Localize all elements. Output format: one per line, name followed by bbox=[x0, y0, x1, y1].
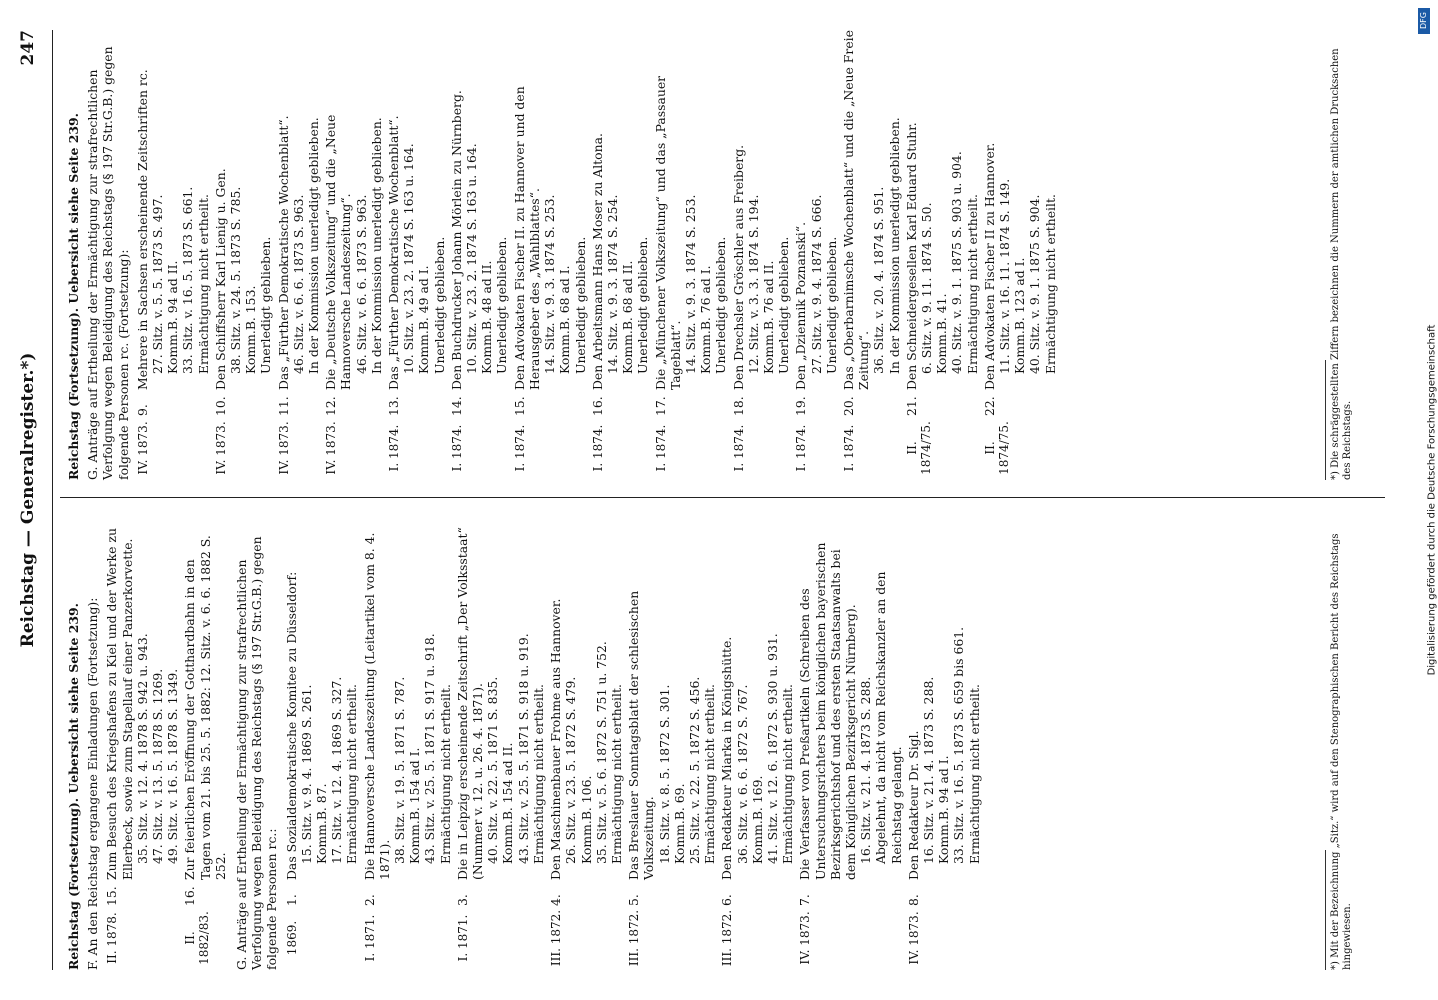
entry-body bbox=[182, 520, 228, 880]
entry-line: 40. Sitz. v. 22. 5. 1871 S. 835. bbox=[485, 676, 501, 864]
entry-line: In der Kommission unerledigt geblieben. bbox=[886, 117, 902, 374]
entry-body bbox=[590, 30, 651, 390]
entry-line: 36. Sitz. v. 6. 6. 1872 S. 767. bbox=[734, 684, 750, 864]
entry-period: IV. 1873. bbox=[276, 421, 291, 475]
entry-line: Ermächtigung nicht ertheilt. bbox=[780, 684, 796, 864]
register-entry bbox=[284, 520, 360, 970]
digitization-sidebar bbox=[1416, 0, 1438, 1000]
entry-line: Den Redakteur Dr. Sigl. bbox=[905, 730, 921, 880]
entry-body bbox=[548, 520, 624, 880]
entry-body bbox=[793, 30, 839, 390]
register-entry bbox=[455, 520, 546, 970]
entry-line: Unerledigt geblieben. bbox=[572, 236, 588, 374]
entry-line: 36. Sitz. v. 20. 4. 1874 S. 951. bbox=[871, 186, 887, 374]
entry-period: I. 1874. bbox=[731, 424, 746, 472]
entry-period: IV. 1873. bbox=[324, 421, 339, 475]
register-entry bbox=[731, 30, 792, 480]
right-footnote-text: *) Die schräggestellten Ziffern bezeichnen die Nummern der amtlichen Drucksachen des Reichstags. bbox=[1330, 48, 1353, 480]
entry-line: 15. Sitz. v. 9. 4. 1869 S. 261. bbox=[298, 684, 314, 864]
entry-number: 19. bbox=[793, 396, 809, 416]
entry-line: In der Kommission unerledigt geblieben. bbox=[368, 117, 384, 374]
entry-body bbox=[386, 30, 447, 390]
right-column bbox=[66, 30, 1060, 480]
entry-number: 13. bbox=[386, 396, 402, 416]
right-section-g: G. Anträge auf Ertheilung der Ermächtigung zur strafrechtlichen Verfolgung wegen Beleidigung des Reichstags (§ 197 Str.G.B.) gegen folgende Personen rc. (Fortsetzung): bbox=[85, 46, 131, 480]
entry-number: 3. bbox=[454, 894, 470, 906]
entry-line: Ermächtigung nicht ertheilt. bbox=[344, 684, 360, 864]
entry-line: 43. Sitz. v. 25. 5. 1871 S. 917 u. 918. bbox=[422, 633, 438, 864]
entry-period: III. 1872. bbox=[549, 909, 564, 967]
entry-number: 11. bbox=[275, 396, 291, 416]
entry-line: Komm.B. 68 ad I. bbox=[557, 265, 573, 374]
entry-body bbox=[284, 520, 360, 880]
page-number: 247 bbox=[18, 30, 38, 66]
entry-line: Mehrere in Sachsen erscheinende Zeitschriften rc. bbox=[134, 69, 150, 390]
entry-line: Komm.B. 41. bbox=[934, 293, 950, 374]
entry-line: Komm.B. 48 ad II. bbox=[479, 260, 495, 374]
entry-body bbox=[719, 520, 795, 880]
entry-body bbox=[135, 30, 211, 390]
entry-body bbox=[323, 30, 384, 390]
entry-number: 8. bbox=[905, 894, 921, 906]
register-entry bbox=[104, 520, 180, 970]
footnote-rule bbox=[1325, 360, 1326, 480]
entry-line: Das „Fürther Demokratische Wochenblatt“. bbox=[275, 115, 291, 390]
entry-number: 22. bbox=[981, 396, 997, 416]
entry-line: 41. Sitz. v. 12. 6. 1872 S. 930 u. 931. bbox=[764, 633, 780, 864]
entry-number: 9. bbox=[134, 404, 150, 416]
entry-line: 35. Sitz. v. 12. 4. 1878 S. 942 u. 943. bbox=[134, 633, 150, 864]
entry-body bbox=[841, 30, 902, 390]
register-entry bbox=[841, 30, 902, 480]
entry-line: Unerledigt geblieben. bbox=[823, 236, 839, 374]
entry-number: 18. bbox=[730, 396, 746, 416]
entry-line: 43. Sitz. v. 25. 5. 1871 S. 918 u. 919. bbox=[515, 633, 531, 864]
register-entry bbox=[386, 30, 447, 480]
entry-body bbox=[276, 30, 322, 390]
entry-number: 5. bbox=[626, 894, 642, 906]
entry-line: Ermächtigung nicht ertheilt. bbox=[966, 684, 982, 864]
entry-line: Unerledigt geblieben. bbox=[635, 236, 651, 374]
entry-line: Komm.B. 153. bbox=[243, 285, 259, 374]
register-entry bbox=[276, 30, 322, 480]
right-entries bbox=[135, 30, 1058, 480]
entry-body bbox=[904, 30, 980, 390]
entry-body bbox=[626, 520, 717, 880]
left-f-entries bbox=[104, 520, 228, 970]
entry-line: Komm.B. 154 ad I. bbox=[407, 747, 423, 864]
entry-period: I. 1874. bbox=[841, 424, 856, 472]
entry-line: Den Schiffsherr Karl Lienig u. Gen. bbox=[212, 168, 228, 390]
entry-line: Den Buchdrucker Johann Mörlein zu Nürnberg. bbox=[448, 90, 464, 390]
entry-line: 6. Sitz. v. 9. 11. 1874 S. 50. bbox=[918, 202, 934, 374]
entry-period: II. 1874/75. bbox=[904, 421, 933, 475]
entry-period: I. 1874. bbox=[794, 424, 809, 472]
register-entry bbox=[626, 520, 717, 970]
entry-body bbox=[449, 30, 510, 390]
entry-period: I. 1874. bbox=[512, 424, 527, 472]
entry-period: II. 1878. bbox=[105, 912, 120, 964]
entry-body bbox=[982, 30, 1058, 390]
register-entry bbox=[182, 520, 228, 970]
entry-line: 38. Sitz. v. 19. 5. 1871 S. 787. bbox=[392, 676, 408, 864]
entry-line: Den Maschinenbauer Frohme aus Hannover. bbox=[548, 598, 564, 880]
entry-number: 7. bbox=[797, 894, 813, 906]
left-footnote-text: *) Mit der Bezeichnung „Sitz.“ wird auf den Stenographischen Bericht des Reichstags hingewiesen. bbox=[1330, 533, 1353, 970]
register-entry bbox=[590, 30, 651, 480]
entry-line: 11. Sitz. v. 16. 11. 1874 S. 149. bbox=[996, 178, 1012, 374]
register-entry bbox=[793, 30, 839, 480]
entry-period: I. 1874. bbox=[449, 424, 464, 472]
entry-period: I. 1874. bbox=[590, 424, 605, 472]
entry-line: 47. Sitz. v. 13. 5. 1878 S. 1269. bbox=[150, 668, 166, 864]
entry-line: Komm.B. 69. bbox=[671, 783, 687, 864]
entry-line: Komm.B. 94 ad I. bbox=[936, 755, 952, 864]
entry-line: 10. Sitz. v. 23. 2. 1874 S. 163 u. 164. bbox=[464, 143, 480, 374]
entry-line: 26. Sitz. v. 23. 5. 1872 S. 479. bbox=[563, 676, 579, 864]
entry-line: 35. Sitz. v. 5. 6. 1872 S. 751 u. 752. bbox=[593, 641, 609, 864]
left-section-g: G. Anträge auf Ertheilung der Ermächtigung zur strafrechtlichen Verfolgung wegen Beleidigung des Reichstags (§ 197 Str.G.B.) gegen folgende Personen rc.: bbox=[234, 536, 280, 970]
entry-line: Den „Dziennik Poznanski“. bbox=[793, 221, 809, 390]
entry-line: 17. Sitz. v. 12. 4. 1869 S. 327. bbox=[329, 676, 345, 864]
entry-number: 21. bbox=[903, 396, 919, 416]
entry-period: IV. 1873. bbox=[798, 911, 813, 965]
entry-body bbox=[455, 520, 546, 880]
entry-body bbox=[213, 30, 274, 390]
left-g-entries bbox=[284, 520, 982, 970]
entry-line: Komm.B. 76 ad I. bbox=[698, 265, 714, 374]
entry-line: 27. Sitz. v. 5. 5. 1873 S. 497. bbox=[150, 194, 166, 374]
entry-line: 33. Sitz. v. 16. 5. 1873 S. 661. bbox=[180, 186, 196, 374]
footnote-rule bbox=[1325, 850, 1326, 970]
digitization-credit: Digitalisierung gefördert durch die Deutsche Forschungsgemeinschaft bbox=[1426, 324, 1438, 676]
entry-line: Zur feierlichen Eröffnung der Gotthardbahn in den Tagen vom 21. bis 25. 5. 1882: 12. Sitz. v. 6. 6. 1882 S. 252. bbox=[182, 535, 228, 880]
entry-line: 46. Sitz. v. 6. 6. 1873 S. 963. bbox=[353, 194, 369, 374]
entry-line: Die Hannoversche Landeszeitung (Leitartikel vom 8. 4. 1871). bbox=[361, 532, 392, 880]
register-entry bbox=[449, 30, 510, 480]
entry-number: 6. bbox=[719, 894, 735, 906]
entry-line: 10. Sitz. v. 23. 2. 1874 S. 163 u. 164. bbox=[401, 143, 417, 374]
entry-line: Komm.B. 68 ad II. bbox=[620, 260, 636, 374]
entry-line: Ermächtigung nicht ertheilt. bbox=[964, 194, 980, 374]
register-entry bbox=[906, 520, 982, 970]
entry-body bbox=[104, 520, 180, 880]
entry-period: III. 1872. bbox=[720, 909, 735, 967]
entry-body bbox=[731, 30, 792, 390]
entry-line: Das „Oberbarnimsche Wochenblatt“ und die „Neue Freie Zeitung“. bbox=[840, 30, 872, 390]
entry-line: Ermächtigung nicht ertheilt. bbox=[437, 684, 453, 864]
entry-line: Ermächtigung nicht ertheilt. bbox=[195, 194, 211, 374]
entry-number: 2. bbox=[361, 894, 377, 906]
entry-line: Das „Fürther Demokratische Wochenblatt“. bbox=[386, 115, 402, 390]
entry-line: Die „Münchener Volkszeitung“ und das „Passauer Tageblatt“. bbox=[652, 75, 683, 390]
right-footnote bbox=[1325, 40, 1354, 480]
register-entry bbox=[653, 30, 729, 480]
entry-line: Unerledigt geblieben. bbox=[494, 236, 510, 374]
entry-number: 10. bbox=[212, 396, 228, 416]
entry-line: Unerledigt geblieben. bbox=[776, 236, 792, 374]
entry-line: 12. Sitz. v. 3. 3. 1874 S. 194. bbox=[745, 194, 761, 374]
left-column bbox=[66, 520, 984, 970]
register-entry bbox=[512, 30, 588, 480]
entry-line: Komm.B. 106. bbox=[578, 775, 594, 864]
entry-line: Das Sozialdemokratische Komitee zu Düsseldorf: bbox=[283, 571, 299, 880]
entry-line: Komm.B. 169. bbox=[749, 775, 765, 864]
page-title: Reichstag — Generalregister.*) bbox=[18, 352, 38, 648]
left-footnote bbox=[1325, 530, 1354, 970]
entry-number: 14. bbox=[448, 396, 464, 416]
entry-number: 1. bbox=[283, 894, 299, 906]
entry-line: 14. Sitz. v. 9. 3. 1874 S. 253. bbox=[542, 194, 558, 374]
register-entry bbox=[135, 30, 211, 480]
column-divider bbox=[60, 497, 1385, 498]
entry-line: Die Verfasser von Preßartikeln (Schreiben des Untersuchungsrichters beim königlichen bayerischen Bezirksgerichtshof und des ersten Staatsanwalts bei dem Königlichen Bezirksgericht Nürnberg). bbox=[797, 542, 858, 880]
entry-line: 16. Sitz. v. 21. 4. 1873 S. 288. bbox=[858, 676, 874, 864]
header-rule bbox=[52, 30, 53, 970]
register-entry bbox=[362, 520, 453, 970]
entry-line: 33. Sitz. v. 16. 5. 1873 S. 659 bis 661. bbox=[951, 626, 967, 864]
entry-line: In der Kommission unerledigt geblieben. bbox=[306, 117, 322, 374]
entry-line: Den Advokaten Fischer II. zu Hannover und den Herausgeber des „Wahlblattes“. bbox=[511, 86, 542, 390]
register-entry bbox=[213, 30, 274, 480]
entry-line: Unerledigt geblieben. bbox=[258, 236, 274, 374]
entry-line: Den Advokaten Fischer II zu Hannover. bbox=[981, 142, 997, 390]
entry-line: 14. Sitz. v. 9. 3. 1874 S. 253. bbox=[682, 194, 698, 374]
entry-period: III. 1872. bbox=[627, 909, 642, 967]
entry-line: Das Breslauer Sonntagsblatt der schlesischen Volkszeitung. bbox=[626, 590, 657, 880]
register-entry bbox=[797, 520, 903, 970]
register-entry bbox=[904, 30, 980, 480]
entry-body bbox=[906, 520, 982, 880]
register-entry bbox=[719, 520, 795, 970]
entry-line: Komm.B. 49 ad I. bbox=[416, 265, 432, 374]
entry-line: Unerledigt geblieben. bbox=[713, 236, 729, 374]
entry-period: II. 1874/75. bbox=[982, 421, 1011, 475]
entry-period: I. 1874. bbox=[653, 424, 668, 472]
entry-line: 40. Sitz. v. 9. 1. 1875 S. 904. bbox=[1027, 194, 1043, 374]
left-heading: Reichstag (Fortsetzung). Uebersicht siehe Seite 239. bbox=[66, 603, 81, 970]
entry-number: 16. bbox=[589, 396, 605, 416]
entry-number: 12. bbox=[323, 396, 339, 416]
entry-line: Den Redakteur Miarka in Königshütte. bbox=[719, 636, 735, 880]
entry-line: Den Arbeitsmann Hans Moser zu Altona. bbox=[589, 133, 605, 390]
entry-line: Die „Deutsche Volkszeitung“ und die „Neue Hannoversche Landeszeitung“. bbox=[323, 114, 354, 390]
dfg-logo: DFG bbox=[1418, 8, 1430, 34]
entry-line: Ermächtigung nicht ertheilt. bbox=[702, 684, 718, 864]
entry-line: Die in Leipzig erscheinende Zeitschrift „Der Volksstaat“ (Nummer v. 12. u. 26. 4. 1871). bbox=[454, 527, 486, 880]
entry-line: Den Schneidergesellen Karl Eduard Stuhr. bbox=[903, 122, 919, 390]
entry-period: IV. 1873. bbox=[213, 421, 228, 475]
entry-line: Den Drechsler Gröschler aus Freiberg. bbox=[730, 144, 746, 390]
entry-period: I. 1871. bbox=[362, 914, 377, 962]
entry-line: Ermächtigung nicht ertheilt. bbox=[608, 684, 624, 864]
entry-line: 46. Sitz. v. 6. 6. 1873 S. 963. bbox=[290, 194, 306, 374]
entry-body bbox=[362, 520, 453, 880]
entry-period: I. 1874. bbox=[387, 424, 402, 472]
entry-period: IV. 1873. bbox=[906, 911, 921, 965]
entry-line: 18. Sitz. v. 8. 5. 1872 S. 301. bbox=[656, 684, 672, 864]
entry-line: Ermächtigung nicht ertheilt. bbox=[530, 684, 546, 864]
entry-line: 25. Sitz. v. 22. 5. 1872 S. 456. bbox=[686, 676, 702, 864]
register-entry bbox=[982, 30, 1058, 480]
entry-line: Komm.B. 76 ad II. bbox=[760, 260, 776, 374]
entry-line: 49. Sitz. v. 16. 5. 1878 S. 1349. bbox=[165, 668, 181, 864]
right-heading: Reichstag (Fortsetzung). Uebersicht siehe Seite 239. bbox=[66, 113, 81, 480]
entry-period: IV. 1873. bbox=[135, 421, 150, 475]
entry-period: II. 1882/83. bbox=[183, 911, 212, 965]
entry-number: 15. bbox=[104, 886, 120, 906]
entry-period: 1869. bbox=[284, 920, 299, 956]
entry-body bbox=[653, 30, 729, 390]
entry-line: Komm.B. 94 ad II. bbox=[165, 260, 181, 374]
entry-body bbox=[512, 30, 588, 390]
register-entry bbox=[323, 30, 384, 480]
left-section-f: F. An den Reichstag ergangene Einladungen (Fortsetzung): bbox=[85, 597, 101, 970]
entry-period: I. 1871. bbox=[455, 914, 470, 962]
entry-number: 4. bbox=[548, 894, 564, 906]
entry-line: 27. Sitz. v. 9. 4. 1874 S. 666. bbox=[808, 194, 824, 374]
entry-line: Komm.B. 154 ad II. bbox=[500, 742, 516, 864]
entry-line: 14. Sitz. v. 9. 3. 1874 S. 254. bbox=[604, 194, 620, 374]
entry-number: 15. bbox=[511, 396, 527, 416]
entry-number: 17. bbox=[652, 396, 668, 416]
entry-body bbox=[797, 520, 903, 880]
entry-line: 38. Sitz. v. 24. 5. 1873 S. 785. bbox=[228, 186, 244, 374]
entry-line: Zum Besuch des Kriegshafens zu Kiel und der Werke zu Ellerbeck, sowie zum Stapellauf einer Panzerkorvette. bbox=[104, 528, 135, 880]
entry-line: Unerledigt geblieben. bbox=[431, 236, 447, 374]
entry-line: Ermächtigung nicht ertheilt. bbox=[1042, 194, 1058, 374]
register-entry bbox=[548, 520, 624, 970]
entry-number: 20. bbox=[840, 396, 856, 416]
entry-line: Komm.B. 123 ad I. bbox=[1012, 257, 1028, 374]
entry-line: Komm.B. 87. bbox=[314, 783, 330, 864]
entry-line: 40. Sitz. v. 9. 1. 1875 S. 903 u. 904. bbox=[949, 151, 965, 374]
entry-number: 16. bbox=[182, 886, 198, 906]
entry-line: Abgelehnt, da nicht vom Reichskanzler an den Reichstag gelangt. bbox=[873, 571, 904, 864]
entry-line: 16. Sitz. v. 21. 4. 1873 S. 288. bbox=[920, 676, 936, 864]
